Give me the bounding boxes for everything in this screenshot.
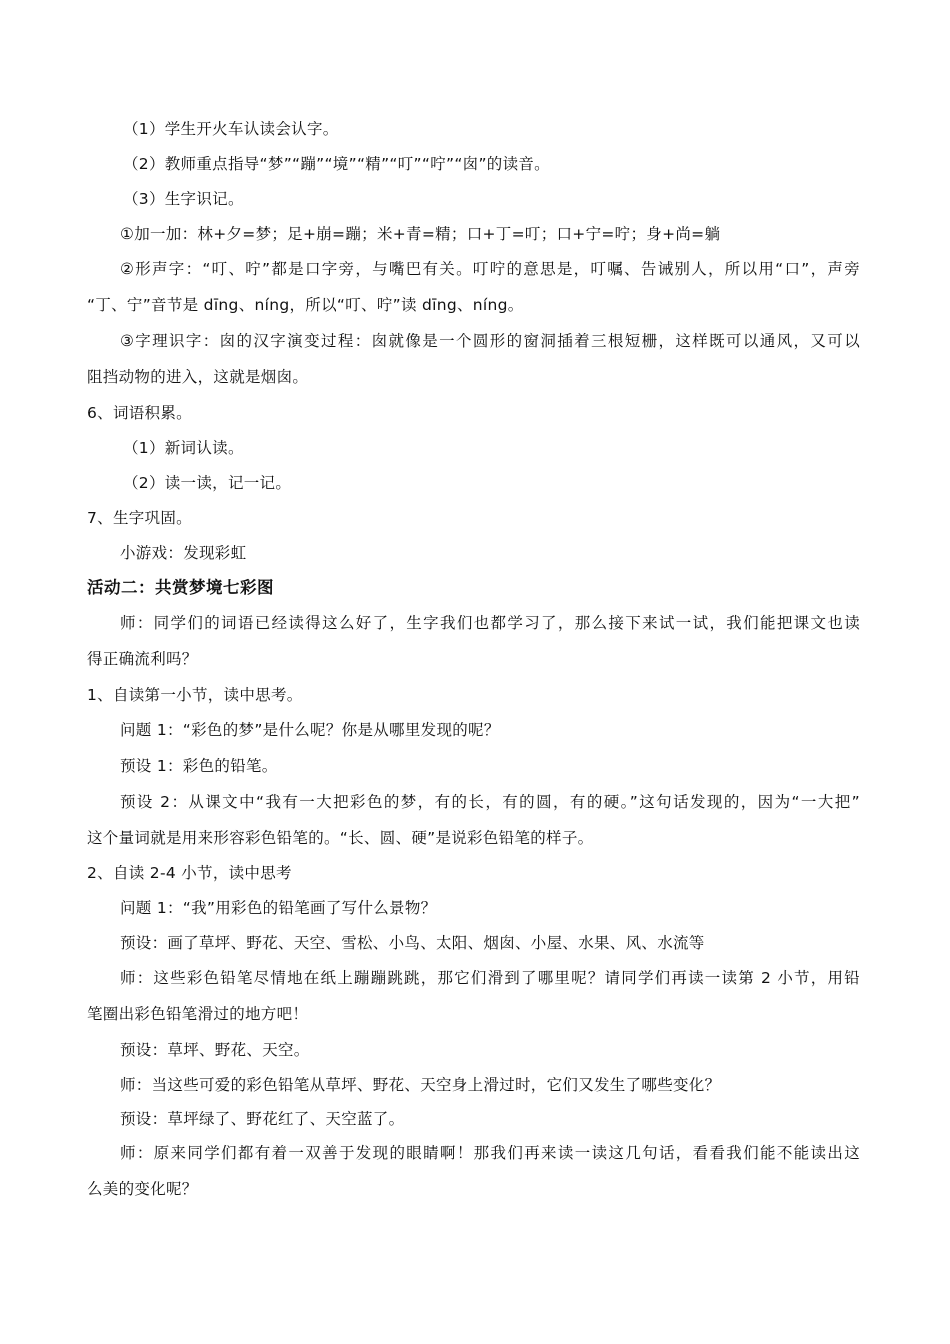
paragraph-line: 预设 1：彩色的铅笔。 — [120, 757, 278, 775]
paragraph-line: （1）新词认读。 — [123, 439, 244, 457]
paragraph-line: （2）教师重点指导“梦”“蹦”“境”“精”“叮”“咛”“囱”的读音。 — [123, 155, 550, 173]
paragraph-line: （2）读一读，记一记。 — [123, 474, 292, 492]
paragraph-line: 小游戏：发现彩虹 — [120, 544, 247, 562]
paragraph-line: 阻挡动物的进入，这就是烟囱。 — [87, 368, 309, 386]
paragraph-line: “丁、宁”音节是 dīng、níng，所以“叮、咛”读 dīng、níng。 — [87, 296, 524, 314]
paragraph-line: 笔圈出彩色铅笔滑过的地方吧！ — [87, 1005, 309, 1023]
section-heading: 2、自读 2-4 小节，读中思考 — [87, 864, 292, 882]
paragraph-line: 师：同学们的词语已经读得这么好了，生字我们也都学习了，那么接下来试一试，我们能把课文也读 — [120, 614, 860, 632]
paragraph-line: 问题 1：“我”用彩色的铅笔画了写什么景物？ — [120, 899, 437, 917]
paragraph-line: 这个量词就是用来形容彩色铅笔的。“长、圆、硬”是说彩色铅笔的样子。 — [87, 829, 594, 847]
section-heading: 1、自读第一小节，读中思考。 — [87, 686, 303, 704]
paragraph-line: ②形声字：“叮、咛”都是口字旁，与嘴巴有关。叮咛的意思是，叮嘱、告诫别人，所以用“口”，声旁 — [120, 260, 860, 278]
activity-heading: 活动二：共赏梦境七彩图 — [87, 578, 274, 597]
paragraph-line: （3）生字识记。 — [123, 190, 244, 208]
paragraph-line: 得正确流利吗？ — [87, 650, 198, 668]
paragraph-line: 预设：草坪、野花、天空。 — [120, 1041, 310, 1059]
paragraph-line: 师：当这些可爱的彩色铅笔从草坪、野花、天空身上滑过时，它们又发生了哪些变化？ — [120, 1076, 721, 1094]
paragraph-line: 问题 1：“彩色的梦”是什么呢？你是从哪里发现的呢？ — [120, 721, 500, 739]
paragraph-line: 师：原来同学们都有着一双善于发现的眼睛啊！那我们再来读一读这几句话，看看我们能不能读出这 — [120, 1144, 860, 1162]
paragraph-line: （1）学生开火车认读会认字。 — [123, 120, 339, 138]
paragraph-line: ①加一加：林+夕=梦；足+崩=蹦；米+青=精；口+丁=叮；口+宁=咛；身+尚=躺 — [120, 225, 721, 243]
section-heading: 6、词语积累。 — [87, 404, 192, 422]
paragraph-line: ③字理识字：囱的汉字演变过程：囱就像是一个圆形的窗洞插着三根短栅，这样既可以通风，又可以 — [120, 332, 860, 350]
paragraph-line: 师：这些彩色铅笔尽情地在纸上蹦蹦跳跳，那它们滑到了哪里呢？请同学们再读一读第 2 小节，用铅 — [120, 969, 860, 987]
paragraph-line: 预设 2：从课文中“我有一大把彩色的梦，有的长，有的圆，有的硬。”这句话发现的，因为“一大把” — [120, 793, 860, 811]
section-heading: 7、生字巩固。 — [87, 509, 192, 527]
paragraph-line: 预设：草坪绿了、野花红了、天空蓝了。 — [120, 1110, 405, 1128]
paragraph-line: 么美的变化呢？ — [87, 1180, 198, 1198]
paragraph-line: 预设：画了草坪、野花、天空、雪松、小鸟、太阳、烟囱、小屋、水果、风、水流等 — [120, 934, 705, 952]
